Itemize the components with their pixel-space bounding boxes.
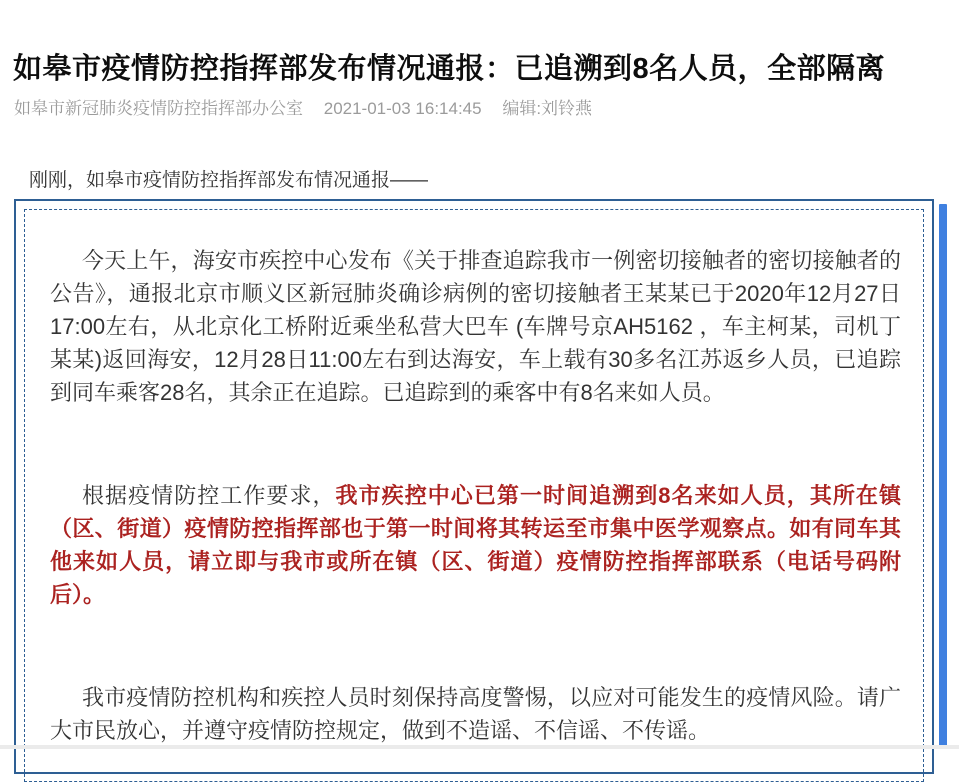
notice-box bbox=[14, 199, 934, 774]
notice-paragraph-2 bbox=[50, 479, 901, 611]
meta-source: 如皋市新冠肺炎疫情防控指挥部办公室 bbox=[14, 99, 303, 118]
notice-paragraph-3: 我市疫情防控机构和疾控人员时刻保持高度警惕，以应对可能发生的疫情风险。请广大市民放心，并遵守疫情防控规定，做到不造谣、不信谣、不传谣。 bbox=[50, 685, 901, 743]
vertical-scrollbar-thumb[interactable] bbox=[939, 204, 947, 749]
meta-datetime: 2021-01-03 16:14:45 bbox=[323, 99, 482, 118]
meta-editor: 编辑:刘铃燕 bbox=[502, 99, 593, 118]
intro-paragraph: 刚刚，如皋市疫情防控指挥部发布情况通报—— bbox=[29, 170, 429, 191]
notice-inner-dashed-frame bbox=[24, 209, 924, 782]
horizontal-scrollbar-track[interactable] bbox=[0, 745, 959, 749]
page-title: 如皋市疫情防控指挥部发布情况通报：已追溯到8名人员，全部隔离 bbox=[13, 53, 886, 86]
notice-paragraph-1: 今天上午，海安市疾控中心发布《关于排查追踪我市一例密切接触者的密切接触者的公告》，通报北京市顺义区新冠肺炎确诊病例的密切接触者王某某已于2020年12月27日17:00左右，从北京化工桥附近乘坐私营大巴车 (车牌号京AH5162 ，车主柯某，司机丁某某)返回海安，12月28日11:00左右到达海安，车上载有30多名江苏返乡人员，已追踪到同车乘客28名，其余正在追踪。已追踪到的乘客中有8名来如人员。 bbox=[50, 248, 901, 405]
article-meta bbox=[14, 94, 608, 119]
notice-paragraph-2-highlight: 我市疾控中心已第一时间追溯到8名来如人员，其所在镇（区、街道）疫情防控指挥部也于第一时间将其转运至市集中医学观察点。如有同车其他来如人员，请立即与我市或所在镇（区、街道）疫情防控指挥部联系（电话号码附后）。 bbox=[50, 483, 901, 607]
notice-paragraph-2-prefix: 根据疫情防控工作要求， bbox=[82, 483, 336, 508]
